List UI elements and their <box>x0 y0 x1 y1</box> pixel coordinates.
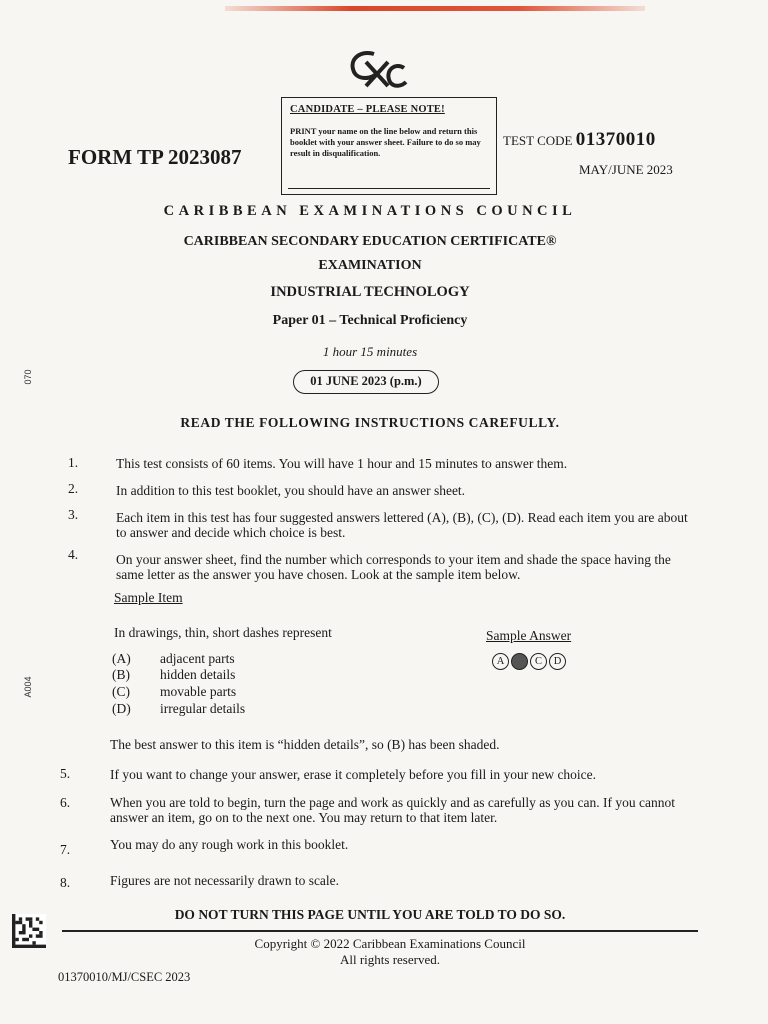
exam-session: MAY/JUNE 2023 <box>579 162 673 177</box>
option-letter: (D) <box>112 701 131 716</box>
item-number: 1. <box>68 455 79 470</box>
sample-explanation: The best answer to this item is “hidden details”, so (B) has been shaded. <box>110 737 500 752</box>
answer-bubble-c: C <box>530 653 547 670</box>
notice-body: PRINT your name on the line below and return this booklet with your answer sheet. Failure to do so may result in disqualification. <box>290 126 481 158</box>
cxc-logo <box>344 48 408 92</box>
item-number: 4. <box>68 547 79 562</box>
margin-code-top: 070 <box>23 369 33 385</box>
candidate-notice-box <box>281 97 497 195</box>
instruction-text: In addition to this test booklet, you should have an answer sheet. <box>116 483 466 498</box>
certificate-title-line2: EXAMINATION <box>318 258 422 273</box>
option-letter: (A) <box>112 651 131 666</box>
exam-duration: 1 hour 15 minutes <box>322 344 418 359</box>
copyright-notice <box>150 936 630 968</box>
instruction-text: When you are told to begin, turn the page and work as quickly and as carefully as you can. If you cannot answer an item, go on to the next one. You may return to that item later. <box>110 795 675 825</box>
test-code-value: 01370010 <box>575 129 656 150</box>
option-letter: (C) <box>112 684 130 699</box>
item-number: 8. <box>60 875 71 890</box>
instruction-text: If you want to change your answer, erase it completely before you fill in your new choice. <box>110 767 597 782</box>
notice-title: CANDIDATE – PLEASE NOTE! <box>290 104 445 115</box>
copyright-line: Copyright © 2022 Caribbean Examinations Council <box>254 936 526 951</box>
item-number: 7. <box>60 842 71 857</box>
answer-bubble-b-shaded <box>511 653 528 670</box>
name-line <box>288 188 490 189</box>
paper-title: Paper 01 – Technical Proficiency <box>272 313 468 328</box>
sample-answer-bubbles <box>492 651 568 670</box>
answer-bubble-d: D <box>549 653 566 670</box>
option-letter: (B) <box>112 667 130 682</box>
subject-title: INDUSTRIAL TECHNOLOGY <box>270 284 470 300</box>
item-number: 2. <box>68 481 79 496</box>
instruction-text: On your answer sheet, find the number which corresponds to your item and shade the space having the same letter as the answer you have chosen. Look at the sample item below. <box>116 552 671 582</box>
footer-divider <box>62 930 698 932</box>
barcode-matrix <box>12 914 46 948</box>
form-tp-number: FORM TP 2023087 <box>68 145 242 169</box>
option-text: hidden details <box>160 667 236 682</box>
option-text: adjacent parts <box>160 651 235 666</box>
exam-date: 01 JUNE 2023 (p.m.) <box>293 370 439 394</box>
sample-item-heading: Sample Item <box>114 590 183 605</box>
option-text: movable parts <box>160 684 237 699</box>
instruction-text: You may do any rough work in this booklet. <box>110 837 349 852</box>
item-number: 6. <box>60 795 71 810</box>
instructions-heading: READ THE FOLLOWING INSTRUCTIONS CAREFULLY. <box>180 415 560 430</box>
instruction-text: Figures are not necessarily drawn to scale. <box>110 873 340 888</box>
footer-code: 01370010/MJ/CSEC 2023 <box>58 970 191 984</box>
sample-question: In drawings, thin, short dashes represent <box>114 625 332 640</box>
council-title: CARIBBEAN EXAMINATIONS COUNCIL <box>163 203 577 219</box>
do-not-turn-warning: DO NOT TURN THIS PAGE UNTIL YOU ARE TOLD TO DO SO. <box>174 907 566 922</box>
test-code-label: TEST CODE <box>503 133 573 148</box>
item-number: 3. <box>68 507 79 522</box>
rights-line: All rights reserved. <box>339 952 440 967</box>
top-edge-stripe <box>225 6 645 11</box>
instruction-text: This test consists of 60 items. You will have 1 hour and 15 minutes to answer them. <box>116 456 568 471</box>
answer-bubble-a: A <box>492 653 509 670</box>
certificate-title: CARIBBEAN SECONDARY EDUCATION CERTIFICATE® <box>183 234 557 249</box>
test-code <box>503 129 656 151</box>
option-text: irregular details <box>160 701 246 716</box>
margin-code-mid: A004 <box>23 676 33 698</box>
item-number: 5. <box>60 766 71 781</box>
sample-answer-heading: Sample Answer <box>486 628 572 643</box>
instruction-text: Each item in this test has four suggested answers lettered (A), (B), (C), (D). Read each item you are about to answer and decide which choice is best. <box>116 510 688 540</box>
